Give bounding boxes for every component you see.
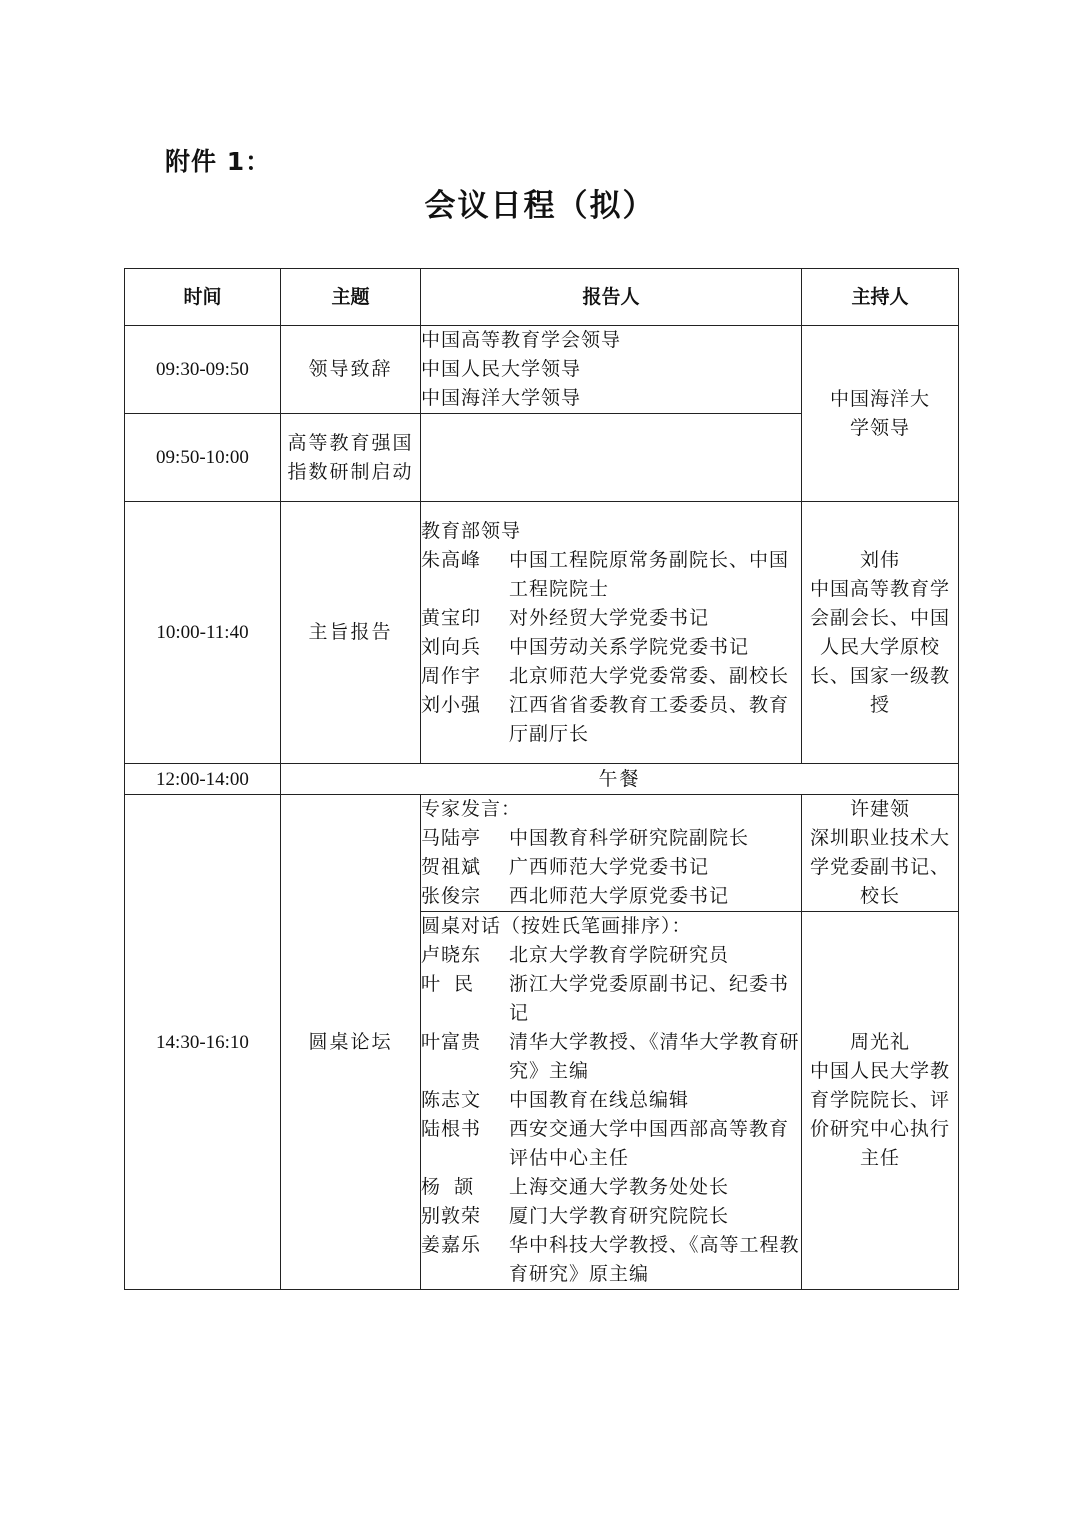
col-header-host: 主持人 [802, 269, 959, 326]
speaker-entry [421, 546, 801, 604]
speaker-role: 北京大学教育学院研究员 [509, 944, 730, 966]
speaker-entry [421, 824, 801, 853]
speaker-intro: 教育部领导 [421, 519, 522, 542]
speaker-name: 朱高峰 [421, 548, 482, 571]
host-role: 深圳职业技术大学党委副书记、校长 [809, 827, 950, 907]
speaker-role: 浙江大学党委原副书记、纪委书记 [509, 973, 790, 1024]
speaker-cell [421, 502, 802, 764]
speaker-role: 华中科技大学教授、《高等工程教育研究》原主编 [509, 1234, 800, 1285]
speaker-entry [421, 633, 801, 662]
speaker-name: 姜嘉乐 [421, 1234, 482, 1256]
speaker-name: 杨颉 [421, 1176, 488, 1198]
speaker-role: 中国工程院原常务副院长、中国工程院院士 [509, 548, 790, 600]
speaker-name: 贺祖斌 [421, 856, 482, 878]
roundtable-cell [421, 912, 802, 1290]
speaker-entry [421, 1115, 801, 1173]
col-header-theme: 主题 [281, 269, 421, 326]
speaker-entry [421, 691, 801, 749]
speaker-role: 广西师范大学党委书记 [509, 856, 710, 878]
speaker-role: 江西省省委教育工委委员、教育厅副厅长 [509, 693, 790, 745]
table-row [125, 502, 959, 764]
speaker-name: 黄宝印 [421, 606, 482, 629]
speaker-line: 中国人民大学领导 [421, 358, 582, 380]
speaker-name: 别敦荣 [421, 1205, 482, 1227]
speaker-entry [421, 1173, 801, 1202]
table-row [125, 795, 959, 912]
speaker-entry [421, 1028, 801, 1086]
time-cell: 12:00-14:00 [125, 764, 281, 795]
col-header-time: 时间 [125, 269, 281, 326]
host-cell [802, 795, 959, 912]
speaker-name: 陈志文 [421, 1089, 482, 1111]
speaker-role: 西安交通大学中国西部高等教育评估中心主任 [509, 1118, 790, 1169]
speaker-name: 刘向兵 [421, 635, 482, 658]
speaker-name: 叶富贵 [421, 1031, 482, 1053]
table-header-row [125, 269, 959, 326]
speaker-name: 张俊宗 [421, 885, 482, 907]
page-title: 会议日程（拟） [424, 188, 656, 224]
speaker-entry [421, 970, 801, 1028]
table-row [125, 326, 959, 414]
speaker-entry [421, 1202, 801, 1231]
theme-cell: 领导致辞 [281, 326, 421, 414]
lunch-cell: 午餐 [281, 764, 959, 795]
theme-cell: 高等教育强国指数研制启动 [281, 414, 421, 502]
speaker-role: 厦门大学教育研究院院长 [509, 1205, 730, 1227]
table-row [125, 764, 959, 795]
speaker-role: 中国劳动关系学院党委书记 [509, 635, 750, 658]
attachment-label: 附件 1： [165, 147, 272, 176]
host-cell [802, 502, 959, 764]
host-cell [802, 912, 959, 1290]
speaker-cell [421, 326, 802, 414]
speaker-role: 对外经贸大学党委书记 [509, 606, 710, 629]
speaker-role: 西北师范大学原党委书记 [509, 885, 730, 907]
speaker-role: 北京师范大学党委常委、副校长 [509, 664, 790, 687]
host-name: 许建领 [849, 798, 910, 820]
speaker-name: 周作宇 [421, 664, 482, 687]
speaker-entry [421, 882, 801, 911]
time-cell: 09:50-10:00 [125, 414, 281, 502]
speaker-entry [421, 604, 801, 633]
speaker-role: 清华大学教授、《清华大学教育研究》主编 [509, 1031, 800, 1082]
speaker-line: 中国高等教育学会领导 [421, 329, 622, 351]
host-role: 中国人民大学教育学院院长、评价研究中心执行主任 [809, 1060, 950, 1169]
roundtable-intro: 圆桌对话（按姓氏笔画排序）： [421, 915, 692, 937]
speaker-cell-empty [421, 414, 802, 502]
speaker-name: 卢晓东 [421, 944, 482, 966]
speaker-role: 上海交通大学教务处处长 [509, 1176, 730, 1198]
speaker-role: 中国教育科学研究院副院长 [509, 827, 750, 849]
speaker-entry [421, 1086, 801, 1115]
speaker-name: 陆根书 [421, 1118, 482, 1140]
time-cell: 10:00-11:40 [125, 502, 281, 764]
time-cell: 09:30-09:50 [125, 326, 281, 414]
theme-cell: 圆桌论坛 [281, 795, 421, 1290]
theme-cell: 主旨报告 [281, 502, 421, 764]
speaker-entry [421, 1231, 801, 1289]
time-cell: 14:30-16:10 [125, 795, 281, 1290]
host-role: 中国高等教育学会副会长、中国人民大学原校长、国家一级教授 [809, 577, 950, 716]
speaker-entry [421, 941, 801, 970]
speaker-line: 中国海洋大学领导 [421, 387, 582, 409]
host-cell: 中国海洋大学领导 [802, 326, 959, 502]
expert-intro: 专家发言： [421, 798, 522, 820]
col-header-speaker: 报告人 [421, 269, 802, 326]
speaker-name: 马陆亭 [421, 827, 482, 849]
speaker-name: 叶民 [421, 973, 488, 995]
host-name: 周光礼 [849, 1031, 910, 1053]
speaker-entry [421, 853, 801, 882]
speaker-name: 刘小强 [421, 693, 482, 716]
speaker-role: 中国教育在线总编辑 [509, 1089, 690, 1111]
host-name: 刘伟 [859, 548, 900, 571]
expert-cell [421, 795, 802, 912]
schedule-table [124, 268, 959, 1290]
speaker-entry [421, 662, 801, 691]
